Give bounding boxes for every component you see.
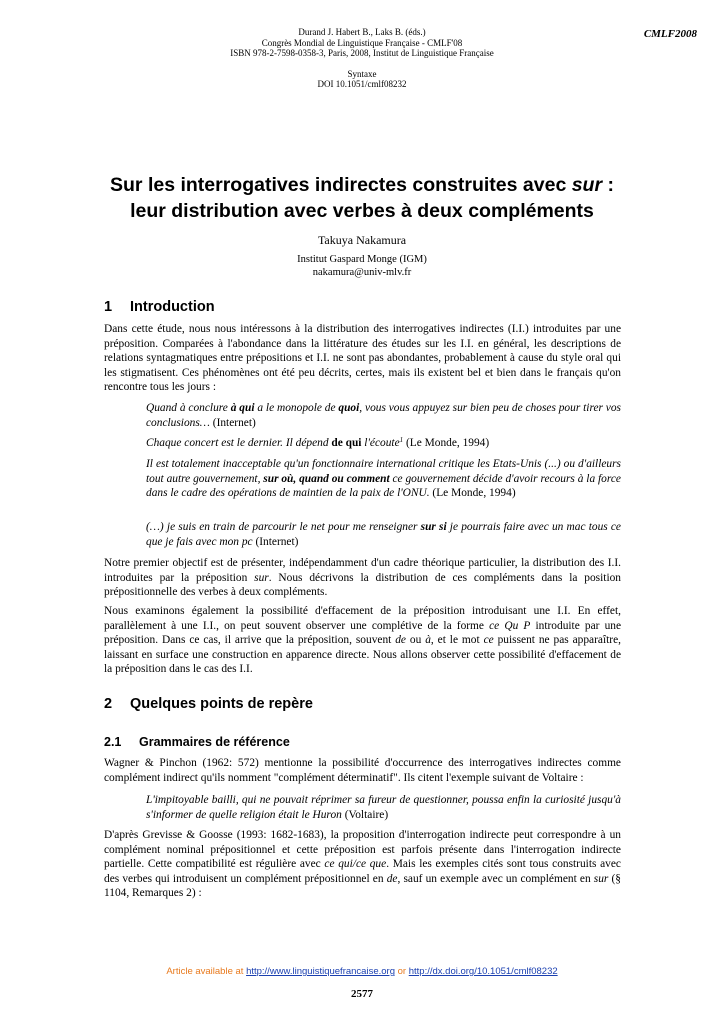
conference-badge: CMLF2008 bbox=[643, 28, 697, 40]
paragraph-intro: Dans cette étude, nous nous intéressons à la distribution des interrogatives indirectes (I.I.) introduites par une préposition. Comparées à l'abondance dans la littérature des études sur les I.I. en général, les descriptions de relations syntagmatiques entre prépositions et I.I. ne sont pas abondantes, probablement à cause du style oral qui les stigmatisent. Ces phénomènes ont été peu décrits, certes, mais ils existent bel et bien dans le français qu'on rencontre tous les jours : bbox=[104, 323, 621, 394]
link-linguistiquefrancaise[interactable]: http://www.linguistiquefrancaise.org bbox=[246, 966, 395, 977]
subsection-heading-grammaires: 2.1 Grammaires de référence bbox=[104, 735, 290, 749]
paragraph-effacement: Nous examinons également la possibilité d'effacement de la préposition introduisant une I.I. En effet, parallèlement à une I.I., on peut souvent observer une complétive de la forme ce Qu P introduite par une préposition. Dans ce cas, il arrive que la préposition, souvent de ou à, et le mot ce puissent ne pas apparaître, laissant en surface une construction en apparence directe. Nous allons observer cette possibilité d'effacement de la préposition dans le cas des I.I. bbox=[104, 605, 622, 676]
page-number: 2577 bbox=[351, 988, 373, 1000]
link-doi[interactable]: http://dx.doi.org/10.1051/cmlf08232 bbox=[408, 966, 558, 977]
header-isbn: ISBN 978-2-7598-0358-3, Paris, 2008, Institut de Linguistique Française bbox=[230, 48, 494, 58]
example-4: (…) je suis en train de parcourir le net pour me renseigner sur si je pourrais faire avec un mac tous ce que je fais avec mon pc (Internet) bbox=[146, 521, 621, 548]
section-heading-reperes: 2 Quelques points de repère bbox=[104, 696, 313, 712]
header-editors: Durand J. Habert B., Laks B. (éds.) bbox=[298, 27, 426, 37]
author-institution: Institut Gaspard Monge (IGM) bbox=[297, 254, 427, 265]
header-doi: DOI 10.1051/cmlf08232 bbox=[317, 79, 407, 89]
example-2: Chaque concert est le dernier. Il dépend de qui l'écoute$^1$ (Le Monde, 1994) bbox=[146, 436, 490, 449]
running-header bbox=[160, 27, 564, 90]
author-email: nakamura@univ-mlv.fr bbox=[312, 266, 412, 278]
example-1: Quand à conclure à qui a le monopole de quoi, vous vous appuyez sur bien peu de choses pour tirer vos conclusions… (Internet) bbox=[146, 402, 621, 429]
example-5: L'impitoyable bailli, qui ne pouvait réprimer sa fureur de questionner, poussa enfin la curiosité jusqu'à s'informer de quelle religion était le Huron (Voltaire) bbox=[146, 794, 621, 821]
article-availability-footer: Article available at http://www.linguistiquefrancaise.org or http://dx.doi.org/10.1051/cmlf08232 bbox=[166, 966, 558, 977]
header-section: Syntaxe bbox=[347, 68, 377, 79]
paper-title: Sur les interrogatives indirectes construites avec sur : leur distribution avec verbes à deux compléments bbox=[110, 174, 614, 222]
paragraph-wagner-pinchon: Wagner & Pinchon (1962: 572) mentionne la possibilité d'occurrence des interrogatives indirectes comme complément indirect qu'ils nomment "complément déterminatif". Ils citent l'exemple suivant de Voltaire : bbox=[104, 757, 621, 784]
paragraph-grevisse: D'après Grevisse & Goosse (1993: 1682-1683), la proposition d'interrogation indirecte peut correspondre à un complément nominal prépositionnel et cette préposition est parfois présente dans l'interrogation indirecte partielle. Cette compatibilité est régulière avec ce qui/ce que. Mais les exemples cités sont tous construits avec des verbes qui introduisent un complément prépositionnel en de, sauf un exemple avec un complément en sur (§ 1104, Remarques 2) : bbox=[104, 829, 621, 900]
footnote-marker[interactable]: 1 bbox=[399, 436, 404, 444]
header-congress: Congrès Mondial de Linguistique Française - CMLF'08 bbox=[261, 37, 463, 48]
example-3: Il est totalement inacceptable qu'un fonctionnaire international critique les Etats-Unis (...) ou d'ailleurs tout autre gouvernement, sur où, quand ou comment ce gouvernement décide d'avoir recours à la force dans le cadre des opérations de maintien de la paix de l'ONU. (Le Monde, 1994) bbox=[146, 458, 621, 500]
section-heading-introduction: 1 Introduction bbox=[104, 299, 215, 315]
author-name: Takuya Nakamura bbox=[317, 233, 407, 247]
author-affiliation bbox=[0, 254, 724, 279]
paragraph-objective: Notre premier objectif est de présenter, indépendamment d'un cadre théorique particulier, la distribution des I.I. introduites par la préposition sur. Nous décrivons la distribution de ces compléments dans la position prépositionnelle des verbes à deux compléments. bbox=[104, 557, 621, 599]
paper-title-line2: leur distribution avec verbes à deux compléments bbox=[130, 200, 594, 222]
